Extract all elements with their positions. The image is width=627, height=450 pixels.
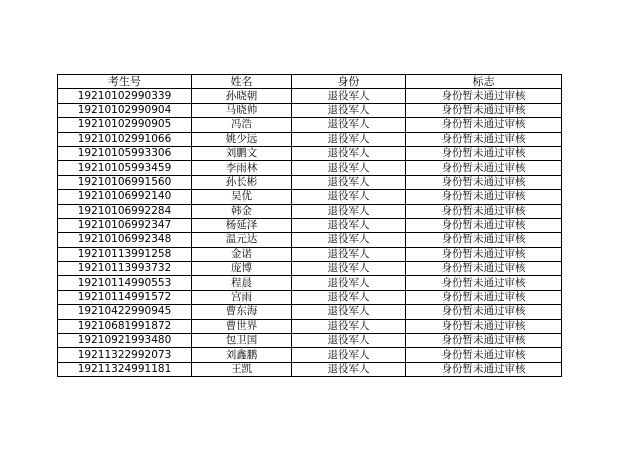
- cell-identity: 退役军人: [292, 132, 406, 146]
- cell-flag: 身份暂未通过审核: [406, 276, 562, 290]
- cell-identity: 退役军人: [292, 190, 406, 204]
- cell-candidate-number: 19210106992347: [58, 218, 192, 232]
- cell-candidate-number: 19210106992140: [58, 190, 192, 204]
- table-row: [58, 348, 562, 362]
- cell-name: 宫雨: [192, 290, 292, 304]
- cell-flag: 身份暂未通过审核: [406, 233, 562, 247]
- cell-candidate-number: 19210102990339: [58, 89, 192, 103]
- cell-flag: 身份暂未通过审核: [406, 89, 562, 103]
- cell-flag: 身份暂未通过审核: [406, 146, 562, 160]
- cell-identity: 退役军人: [292, 161, 406, 175]
- cell-candidate-number: 19210102991066: [58, 132, 192, 146]
- header-flag: 标志: [406, 75, 562, 89]
- cell-candidate-number: 19210106992348: [58, 233, 192, 247]
- cell-name: 庞博: [192, 262, 292, 276]
- table-row: [58, 161, 562, 175]
- header-candidate-number: 考生号: [58, 75, 192, 89]
- cell-name: 孙晓朝: [192, 89, 292, 103]
- cell-candidate-number: 19211322992073: [58, 348, 192, 362]
- table-row: [58, 118, 562, 132]
- table-body: [58, 89, 562, 377]
- cell-candidate-number: 19210106992284: [58, 204, 192, 218]
- table-row: [58, 103, 562, 117]
- table-row: [58, 290, 562, 304]
- cell-flag: 身份暂未通过审核: [406, 348, 562, 362]
- cell-name: 王凯: [192, 362, 292, 376]
- cell-identity: 退役军人: [292, 247, 406, 261]
- cell-candidate-number: 19210105993306: [58, 146, 192, 160]
- cell-identity: 退役军人: [292, 362, 406, 376]
- cell-candidate-number: 19210102990904: [58, 103, 192, 117]
- cell-identity: 退役军人: [292, 290, 406, 304]
- spreadsheet-sheet: [57, 74, 562, 377]
- header-identity: 身份: [292, 75, 406, 89]
- table-row: [58, 190, 562, 204]
- cell-flag: 身份暂未通过审核: [406, 118, 562, 132]
- cell-flag: 身份暂未通过审核: [406, 334, 562, 348]
- cell-flag: 身份暂未通过审核: [406, 103, 562, 117]
- cell-flag: 身份暂未通过审核: [406, 247, 562, 261]
- cell-name: 曹东海: [192, 305, 292, 319]
- table-row: [58, 247, 562, 261]
- cell-name: 孙长彬: [192, 175, 292, 189]
- cell-identity: 退役军人: [292, 204, 406, 218]
- table-row: [58, 175, 562, 189]
- cell-identity: 退役军人: [292, 348, 406, 362]
- table-header-row: [58, 75, 562, 89]
- cell-identity: 退役军人: [292, 89, 406, 103]
- cell-candidate-number: 19210422990945: [58, 305, 192, 319]
- cell-identity: 退役军人: [292, 118, 406, 132]
- cell-name: 冯浩: [192, 118, 292, 132]
- table-row: [58, 276, 562, 290]
- cell-identity: 退役军人: [292, 334, 406, 348]
- cell-identity: 退役军人: [292, 175, 406, 189]
- header-name: 姓名: [192, 75, 292, 89]
- cell-flag: 身份暂未通过审核: [406, 175, 562, 189]
- cell-name: 吴优: [192, 190, 292, 204]
- cell-identity: 退役军人: [292, 276, 406, 290]
- table-row: [58, 233, 562, 247]
- cell-identity: 退役军人: [292, 262, 406, 276]
- cell-name: 刘鹏文: [192, 146, 292, 160]
- cell-name: 韩金: [192, 204, 292, 218]
- cell-name: 姚少远: [192, 132, 292, 146]
- table-row: [58, 132, 562, 146]
- cell-candidate-number: 19211324991181: [58, 362, 192, 376]
- cell-name: 李雨林: [192, 161, 292, 175]
- cell-name: 刘鑫鹏: [192, 348, 292, 362]
- cell-flag: 身份暂未通过审核: [406, 204, 562, 218]
- cell-name: 杨延泽: [192, 218, 292, 232]
- cell-identity: 退役军人: [292, 146, 406, 160]
- cell-identity: 退役军人: [292, 305, 406, 319]
- cell-candidate-number: 19210113993732: [58, 262, 192, 276]
- table-row: [58, 262, 562, 276]
- table-row: [58, 334, 562, 348]
- cell-candidate-number: 19210114990553: [58, 276, 192, 290]
- cell-name: 包卫国: [192, 334, 292, 348]
- table-row: [58, 218, 562, 232]
- cell-flag: 身份暂未通过审核: [406, 362, 562, 376]
- cell-identity: 退役军人: [292, 319, 406, 333]
- cell-name: 温元达: [192, 233, 292, 247]
- table-row: [58, 204, 562, 218]
- cell-name: 金诺: [192, 247, 292, 261]
- cell-candidate-number: 19210105993459: [58, 161, 192, 175]
- cell-candidate-number: 19210113991258: [58, 247, 192, 261]
- cell-identity: 退役军人: [292, 233, 406, 247]
- cell-flag: 身份暂未通过审核: [406, 218, 562, 232]
- cell-name: 马晓帅: [192, 103, 292, 117]
- cell-flag: 身份暂未通过审核: [406, 262, 562, 276]
- cell-name: 曹世界: [192, 319, 292, 333]
- candidate-table: [57, 74, 562, 377]
- cell-flag: 身份暂未通过审核: [406, 305, 562, 319]
- table-row: [58, 362, 562, 376]
- table-row: [58, 305, 562, 319]
- cell-candidate-number: 19210921993480: [58, 334, 192, 348]
- cell-flag: 身份暂未通过审核: [406, 290, 562, 304]
- cell-flag: 身份暂未通过审核: [406, 190, 562, 204]
- cell-candidate-number: 19210102990905: [58, 118, 192, 132]
- cell-candidate-number: 19210681991872: [58, 319, 192, 333]
- cell-candidate-number: 19210114991572: [58, 290, 192, 304]
- table-row: [58, 319, 562, 333]
- cell-candidate-number: 19210106991560: [58, 175, 192, 189]
- cell-flag: 身份暂未通过审核: [406, 132, 562, 146]
- cell-name: 程晨: [192, 276, 292, 290]
- cell-identity: 退役军人: [292, 103, 406, 117]
- cell-identity: 退役军人: [292, 218, 406, 232]
- cell-flag: 身份暂未通过审核: [406, 319, 562, 333]
- table-row: [58, 89, 562, 103]
- cell-flag: 身份暂未通过审核: [406, 161, 562, 175]
- table-row: [58, 146, 562, 160]
